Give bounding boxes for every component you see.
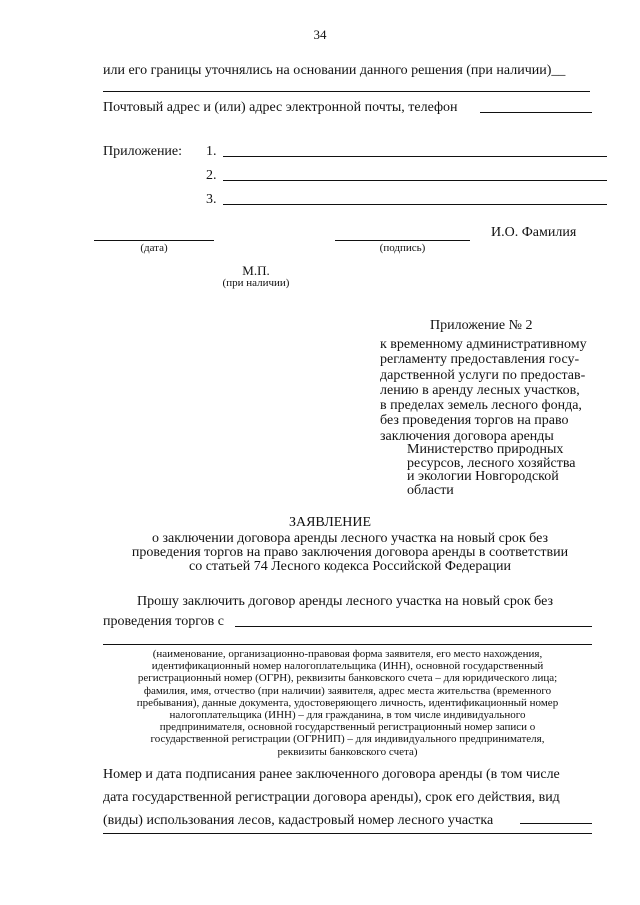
appendix-line: регламенту предоставления госу- bbox=[380, 352, 580, 368]
appendix-line: без проведения торгов на право bbox=[380, 413, 569, 429]
boundary-text: или его границы уточнялись на основании данного решения (при наличии)__ bbox=[103, 63, 566, 78]
cadastral-line bbox=[520, 823, 592, 824]
applicant-note bbox=[103, 648, 592, 758]
paragraph-line: (виды) использования лесов, кадастровый номер лесного участка bbox=[103, 813, 494, 828]
attachment-item-number: 1. bbox=[206, 144, 217, 159]
date-line bbox=[94, 240, 214, 241]
page-number: 34 bbox=[313, 27, 327, 42]
attachment-item-number: 2. bbox=[206, 168, 217, 183]
signatory-name: И.О. Фамилия bbox=[491, 225, 577, 240]
recipient-line: и экологии Новгородской bbox=[407, 469, 559, 484]
note-line: фамилия, имя, отчество (при наличии) заявителя, адрес места жительства (временного bbox=[143, 684, 552, 697]
appendix-line: в пределах земель лесного фонда, bbox=[380, 398, 582, 414]
blank-line bbox=[103, 91, 590, 92]
recipient-line: ресурсов, лесного хозяйства bbox=[407, 455, 576, 471]
note-line: идентификационный номер налогоплательщика (ИНН), основной государственный bbox=[151, 660, 544, 673]
blank-line bbox=[103, 833, 592, 834]
recipient bbox=[407, 443, 575, 497]
paragraph-line: Номер и дата подписания ранее заключенного договора аренды (в том числе bbox=[103, 767, 560, 782]
appendix-line: дарственной услуги по предостав- bbox=[380, 367, 586, 383]
subtitle-line: со статьей 74 Лесного кодекса Российской Федерации bbox=[188, 559, 512, 574]
note-line: реквизиты банковского счета) bbox=[277, 745, 418, 758]
note-line: (наименование, организационно-правовая форма заявителя, его место нахождения, bbox=[152, 648, 543, 660]
request-text-continued: проведения торгов с bbox=[103, 614, 224, 629]
appendix-line: лению в аренду лесных участков, bbox=[380, 382, 580, 398]
attachment-label: Приложение: bbox=[103, 144, 183, 159]
signature-line bbox=[335, 240, 470, 241]
statement-subtitle bbox=[0, 532, 640, 574]
note-line: государственной регистрации (ОГРНИП) – для индивидуального предпринимателя, bbox=[150, 733, 545, 746]
date-caption: (дата) bbox=[140, 242, 168, 254]
subtitle-line: о заключении договора аренды лесного участка на новый срок без bbox=[152, 531, 548, 546]
request-text: Прошу заключить договор аренды лесного участка на новый срок без bbox=[137, 594, 553, 609]
note-line: пребывания), данные документа, удостоверяющего личность, идентификационный номер bbox=[136, 696, 559, 709]
appendix-description bbox=[380, 337, 587, 444]
stamp-note: (при наличии) bbox=[222, 277, 290, 289]
attachment-line bbox=[223, 180, 607, 181]
recipient-line: области bbox=[407, 482, 454, 498]
attachment-line bbox=[223, 156, 607, 157]
contract-paragraph bbox=[103, 763, 560, 832]
paragraph-line: дата государственной регистрации договора аренды), срок его действия, вид bbox=[103, 790, 560, 805]
postal-address-line bbox=[480, 112, 592, 113]
applicant-line bbox=[103, 644, 592, 645]
applicant-line bbox=[235, 626, 592, 627]
appendix-line: к временному административному bbox=[380, 337, 587, 352]
subtitle-line: проведения торгов на право заключения договора аренды в соответствии bbox=[131, 545, 569, 560]
statement-heading: ЗАЯВЛЕНИЕ bbox=[288, 515, 372, 530]
note-line: налогоплательщика (ИНН) – для гражданина, в том числе индивидуального bbox=[169, 709, 526, 722]
appendix-title: Приложение № 2 bbox=[430, 318, 533, 333]
attachment-line bbox=[223, 204, 607, 205]
note-line: регистрационный номер (ОГРН), реквизиты банковского счета – для юридического лица; bbox=[137, 672, 558, 685]
recipient-line: Министерство природных bbox=[407, 442, 564, 457]
signature-caption: (подпись) bbox=[379, 242, 426, 254]
stamp-label: М.П. bbox=[242, 263, 270, 278]
note-line: предпринимателя, основной государственный регистрационный номер записи о bbox=[159, 721, 536, 734]
appendix-line: заключения договора аренды bbox=[380, 428, 554, 444]
attachment-item-number: 3. bbox=[206, 192, 217, 207]
postal-address-label: Почтовый адрес и (или) адрес электронной почты, телефон bbox=[103, 100, 458, 115]
